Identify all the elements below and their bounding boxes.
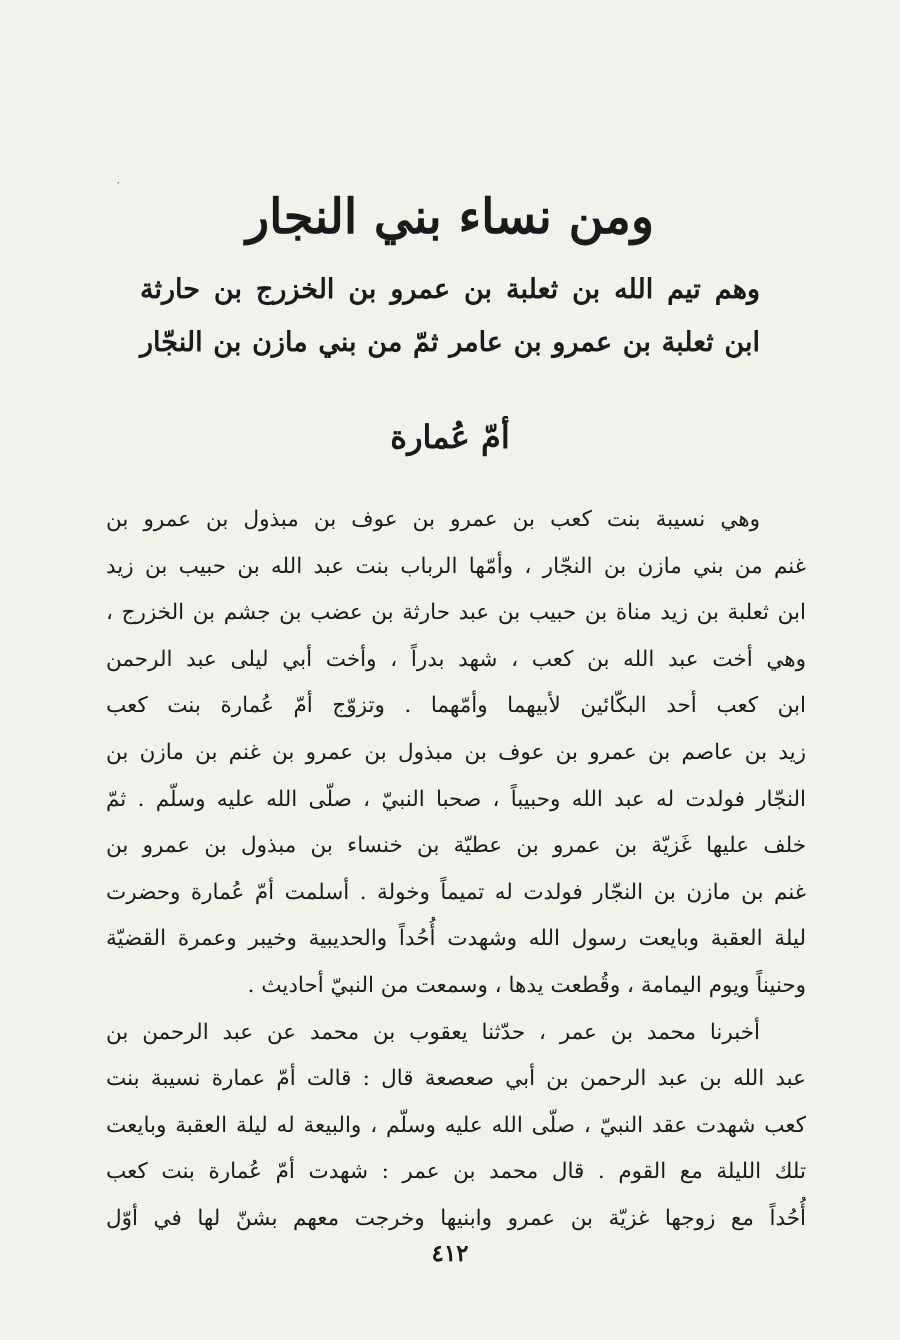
- text-line: عبد الله بن عبد الرحمن بن أبي صعصعة قال : قالت أمّ عمارة نسيبة بنت: [106, 1066, 806, 1092]
- text-line: تلك الليلة مع القوم . قال محمد بن عمر : شهدت أمّ عُمارة بنت كعب: [106, 1159, 806, 1185]
- text-line: غنم من بني مازن بن النجّار ، وأمّها الرباب بنت عبد الله بن حبيب بن زيد: [106, 553, 806, 579]
- chapter-title: ومن نساء بني النجار: [245, 189, 655, 245]
- lineage-line-1: وهم تيم الله بن ثعلبة بن عمرو بن الخزرج بن حارثة: [140, 274, 760, 305]
- text-line: وهي أخت عبد الله بن كعب ، شهد بدراً ، وأخت أبي ليلى عبد الرحمن: [106, 646, 806, 672]
- stray-mark: ′: [117, 180, 120, 194]
- text-line: ليلة العقبة وبايعت رسول الله وشهدت أُحُداً والحديبية وخيبر وعمرة القضيّة: [106, 926, 806, 952]
- text-line: غنم بن مازن بن النجّار فولدت له تميماً وخولة . أسلمت أمّ عُمارة وحضرت: [106, 879, 806, 905]
- body-text: [106, 497, 806, 1243]
- text-line: ابن ثعلبة بن زيد مناة بن حبيب بن عبد حارثة بن عضب بن جشم بن الخزرج ،: [106, 600, 806, 626]
- text-line: أخبرنا محمد بن عمر ، حدّثنا يعقوب بن محمد عن عبد الرحمن بن: [106, 1019, 760, 1045]
- page-number: ٤١٢: [431, 1240, 469, 1267]
- text-line: النجّار فولدت له عبد الله وحبيباً ، صحبا النبيّ ، صلّى الله عليه وسلّم . ثمّ: [106, 786, 806, 812]
- text-line: أُحُداً مع زوجها غزيّة بن عمرو وابنيها وخرجت معهم بشنّ لها في أوّل: [106, 1205, 806, 1231]
- lineage-line-2: ابن ثعلبة بن عمرو بن عامر ثمّ من بني مازن بن النجّار: [140, 327, 760, 358]
- text-line: خلف عليها غَزيّة بن عمرو بن عطيّة بن خنساء بن مبذول بن عمرو بن: [106, 833, 806, 859]
- text-line: ابن كعب أحد البكّائين لأبيهما وأمّهما . وتزوّج أمّ عُمارة بنت كعب: [106, 693, 806, 719]
- text-line: وحنيناً ويوم اليمامة ، وقُطعت يدها ، وسمعت من النبيّ أحاديث .: [247, 972, 806, 998]
- section-title: أمّ عُمارة: [390, 418, 510, 456]
- text-line: كعب شهدت عقد النبيّ ، صلّى الله عليه وسلّم ، والبيعة له ليلة العقبة وبايعت: [106, 1112, 806, 1138]
- text-line: زيد بن عاصم بن عمرو بن عوف بن مبذول بن عمرو بن غنم بن مازن بن: [106, 739, 806, 765]
- text-line: وهي نسيبة بنت كعب بن عمرو بن عوف بن مبذول بن عمرو بن: [106, 507, 760, 532]
